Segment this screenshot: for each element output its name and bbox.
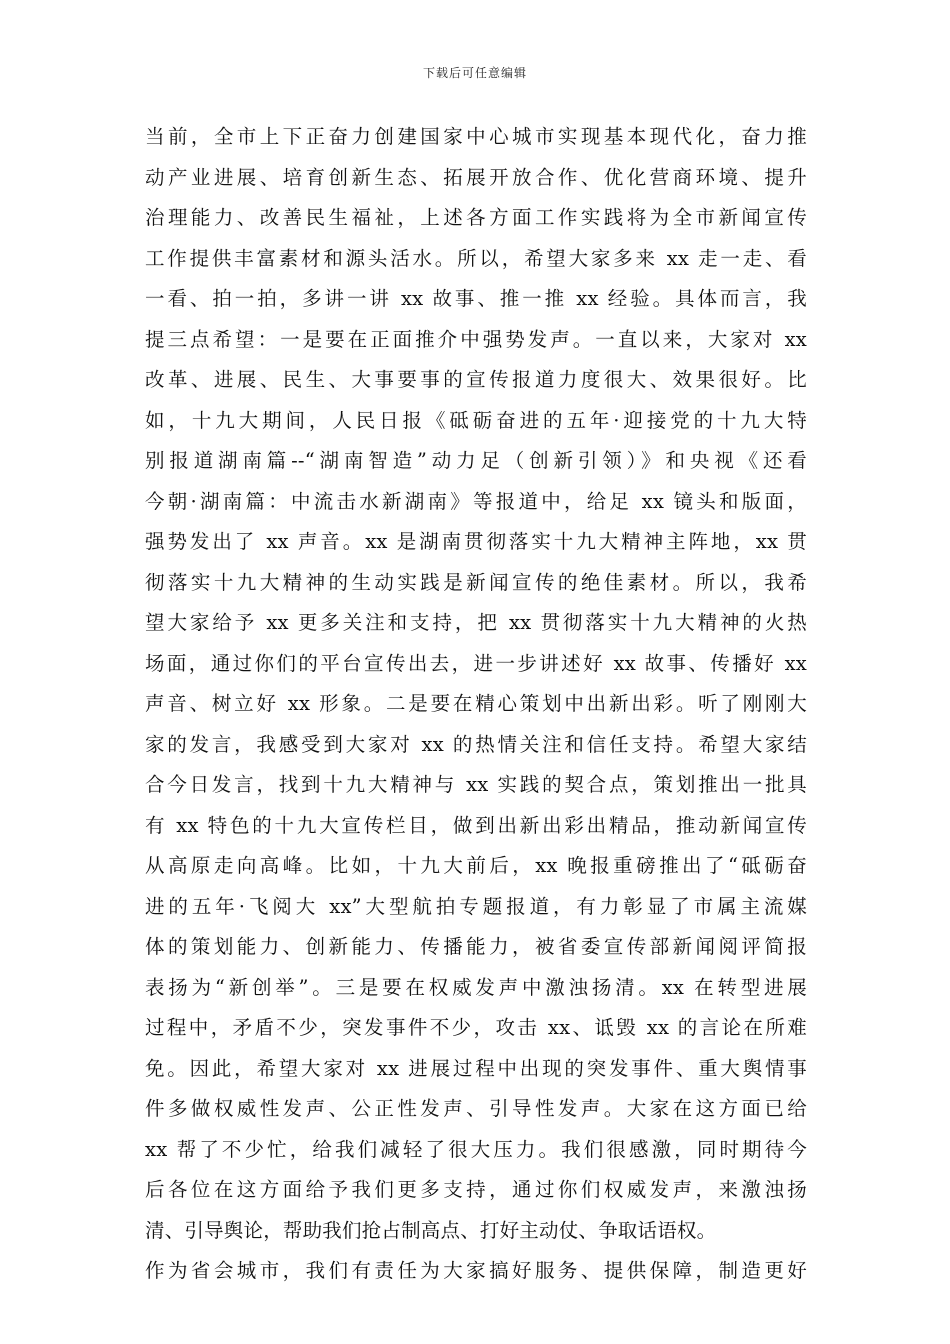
text-line: 清、引导舆论，帮助我们抢占制高点、打好主动仗、争取话语权。	[145, 1218, 717, 1242]
text-line: 场面，通过你们的平台宣传出去，进一步讲述好 xx 故事、传播好 xx	[145, 651, 807, 675]
text-line: 进的五年·飞阅大 xx”大型航拍专题报道，有力彰显了市属主流媒	[145, 894, 807, 918]
text-line: 有 xx 特色的十九大宣传栏目，做到出新出彩出精品，推动新闻宣传	[145, 813, 807, 837]
text-line: 强势发出了 xx 声音。xx 是湖南贯彻落实十九大精神主阵地，xx 贯	[145, 530, 807, 553]
text-line: 声音、树立好 xx 形象。二是要在精心策划中出新出彩。听了刚刚大	[145, 692, 807, 715]
text-line: 一看、拍一拍，多讲一讲 xx 故事、推一推 xx 经验。具体而言，我	[145, 287, 807, 310]
text-line: 后各位在这方面给予我们更多支持，通过你们权威发声，来激浊扬	[145, 1178, 807, 1201]
text-line: 体的策划能力、创新能力、传播能力，被省委宣传部新闻阅评简报	[145, 935, 807, 958]
text-line: 彻落实十九大精神的生动实践是新闻宣传的绝佳素材。所以，我希	[145, 570, 807, 594]
text-line: 免。因此，希望大家对 xx 进展过程中出现的突发事件、重大舆情事	[145, 1056, 807, 1080]
text-line: 如，十九大期间，人民日报《砥砺奋进的五年·迎接党的十九大特	[145, 408, 807, 432]
text-line: 过程中，矛盾不少，突发事件不少，攻击 xx、诋毁 xx 的言论在所难	[145, 1016, 807, 1039]
text-line: 从高原走向高峰。比如，十九大前后，xx 晚报重磅推出了“砥砺奋	[145, 854, 807, 877]
text-line: 合今日发言，找到十九大精神与 xx 实践的契合点，策划推出一批具	[145, 773, 807, 796]
text-line: 望大家给予 xx 更多关注和支持，把 xx 贯彻落实十九大精神的火热	[145, 611, 807, 634]
text-line: 当前，全市上下正奋力创建国家中心城市实现基本现代化，奋力推	[145, 125, 807, 148]
text-line: 家的发言，我感受到大家对 xx 的热情关注和信任支持。希望大家结	[145, 732, 807, 756]
body-text	[145, 117, 807, 1292]
text-line: 工作提供丰富素材和源头活水。所以，希望大家多来 xx 走一走、看	[145, 246, 807, 270]
text-line: 件多做权威性发声、公正性发声、引导性发声。大家在这方面已给	[145, 1097, 807, 1120]
text-line: 改革、进展、民生、大事要事的宣传报道力度很大、效果很好。比	[145, 368, 807, 391]
text-line: xx 帮了不少忙，给我们减轻了很大压力。我们很感激，同时期待今	[145, 1137, 807, 1161]
text-line: 今朝·湖南篇：中流击水新湖南》等报道中，给足 xx 镜头和版面，	[145, 489, 807, 513]
text-line: 治理能力、改善民生福祉，上述各方面工作实践将为全市新闻宣传	[145, 206, 807, 229]
text-line: 动产业进展、培育创新生态、拓展开放合作、优化营商环境、提升	[145, 165, 807, 189]
text-line: 作为省会城市，我们有责任为大家搞好服务、提供保障，制造更好	[145, 1259, 807, 1282]
text-line: 提三点希望：一是要在正面推介中强势发声。一直以来，大家对 xx	[145, 327, 807, 351]
text-line: 别报道湖南篇--“湖南智造”动力足（创新引领）》和央视《还看	[145, 449, 807, 472]
page-header: 下载后可任意编辑	[422, 66, 527, 80]
text-line: 表扬为“新创举”。三是要在权威发声中激浊扬清。xx 在转型进展	[145, 975, 807, 999]
